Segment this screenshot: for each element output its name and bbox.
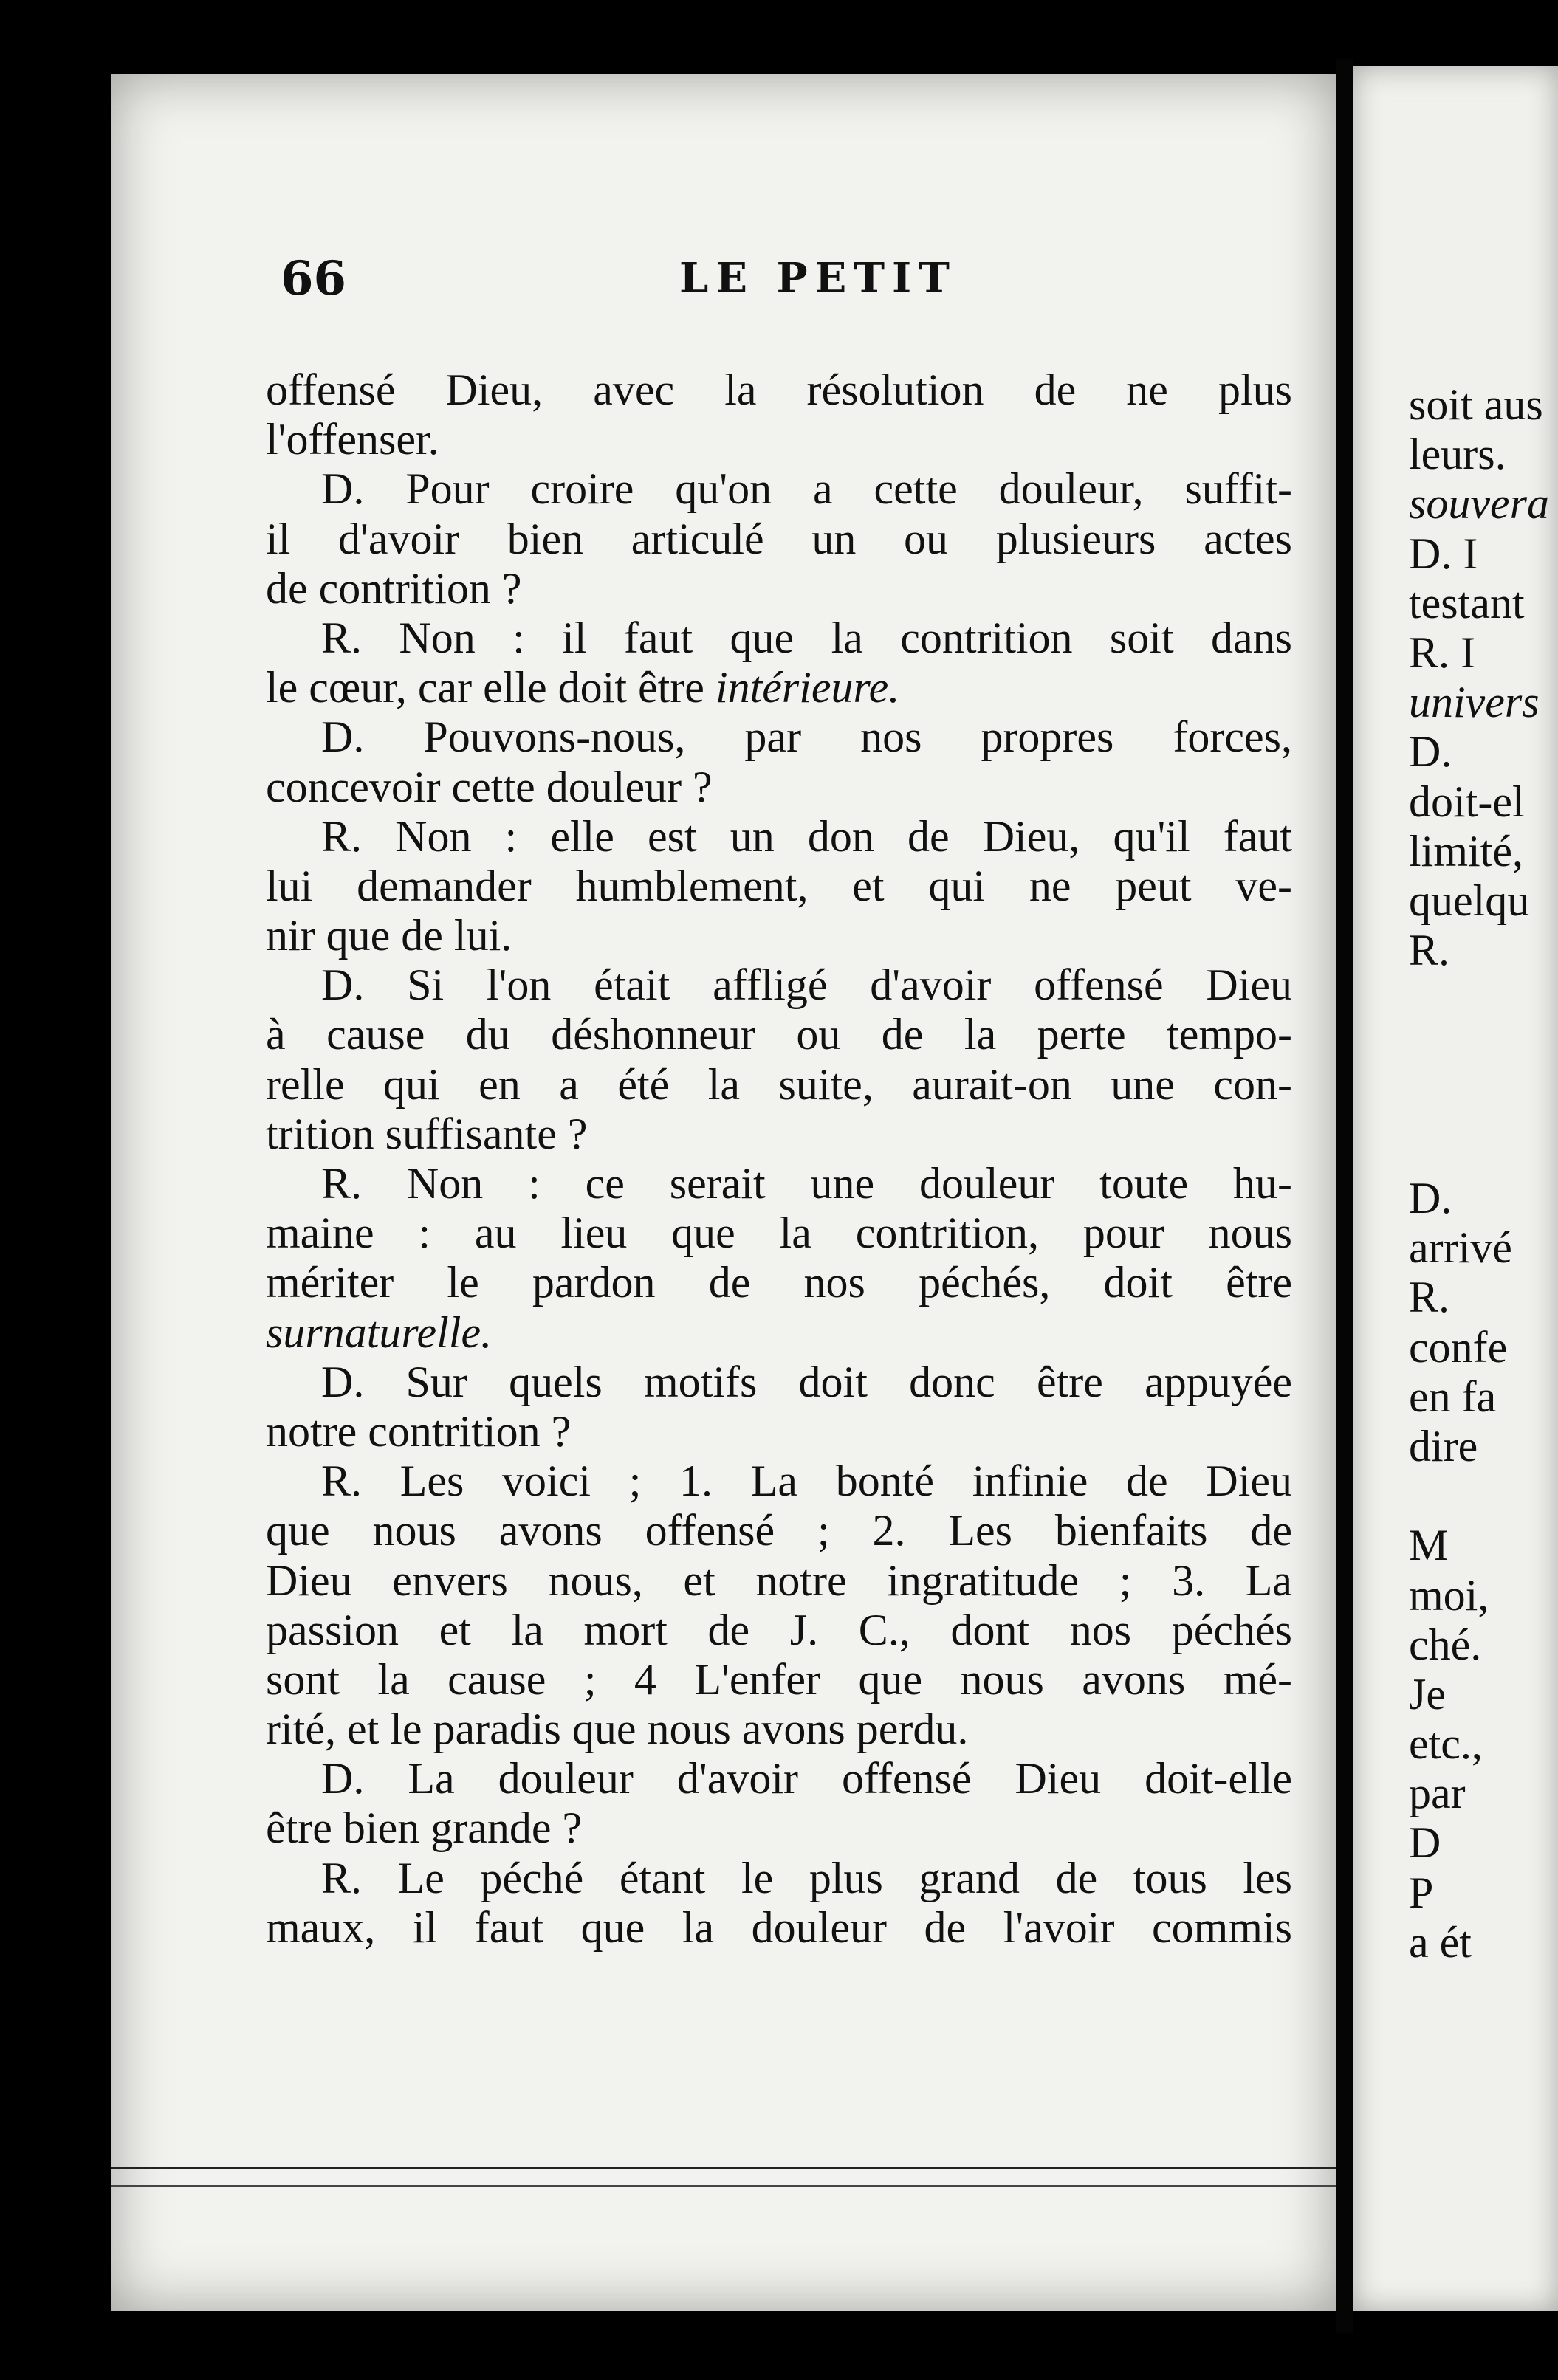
right-text-line-content: D. I xyxy=(1409,529,1478,578)
right-text-line xyxy=(1409,727,1558,777)
text-line-content: notre contrition ? xyxy=(266,1406,572,1456)
text-line xyxy=(266,1556,1292,1606)
right-text-line-content: testant xyxy=(1409,578,1525,627)
text-line-content: concevoir cette douleur ? xyxy=(266,762,713,811)
right-text-line xyxy=(1409,1769,1558,1818)
right-text-line-content: soit aus xyxy=(1409,380,1543,429)
right-text-line xyxy=(1409,579,1558,628)
right-text-line xyxy=(1409,876,1558,926)
text-line-content: R. Non : il faut que la contrition soit dans xyxy=(321,613,1292,662)
right-text-line xyxy=(1409,1273,1558,1322)
text-line xyxy=(266,365,1292,415)
right-italic-term: univers xyxy=(1409,678,1540,727)
text-line-content: maine : au lieu que la contrition, pour nous xyxy=(266,1208,1292,1258)
right-text-line-content: dire xyxy=(1409,1421,1478,1471)
text-line-content: sont la cause ; 4 L'enfer que nous avons mé- xyxy=(266,1654,1292,1704)
right-text-line xyxy=(1409,926,1558,975)
right-text-line xyxy=(1409,1223,1558,1273)
text-line-content: rité, et le paradis que nous avons perdu. xyxy=(266,1705,969,1754)
text-line-content: D. Pour croire qu'on a cette douleur, suffit- xyxy=(321,464,1292,514)
right-text-line xyxy=(1409,380,1558,430)
italic-term: surnaturelle. xyxy=(266,1307,493,1357)
text-line xyxy=(266,464,1292,514)
right-text-line-content: M xyxy=(1409,1521,1449,1570)
right-text-line-content: par xyxy=(1409,1769,1466,1818)
text-line-content: R. Non : ce serait une douleur toute hu- xyxy=(321,1159,1292,1208)
text-line-content: R. Le péché étant le plus grand de tous les xyxy=(321,1853,1292,1902)
text-line xyxy=(266,861,1292,911)
text-line-content: le cœur, car elle doit être xyxy=(266,663,715,712)
right-text-line xyxy=(1409,1471,1558,1521)
right-text-line xyxy=(1409,1025,1558,1074)
text-line xyxy=(266,1308,1292,1358)
right-text-line-content: en fa xyxy=(1409,1372,1497,1421)
text-line-content: relle qui en a été la suite, aurait-on une con- xyxy=(266,1059,1292,1109)
text-line xyxy=(266,712,1292,762)
text-line-content: passion et la mort de J. C., dont nos péchés xyxy=(266,1605,1292,1654)
text-line xyxy=(266,1407,1292,1456)
text-line xyxy=(266,663,1292,712)
text-line xyxy=(266,1655,1292,1705)
text-line-content: D. Pouvons-nous, par nos propres forces, xyxy=(321,712,1292,762)
text-line-content: que nous avons offensé ; 2. Les bienfaits de xyxy=(266,1506,1292,1555)
right-text-line xyxy=(1409,1521,1558,1570)
page-header xyxy=(281,251,1270,310)
bottom-rule-secondary xyxy=(111,2185,1336,2187)
text-line xyxy=(266,1208,1292,1258)
right-text-line-content: Je xyxy=(1409,1669,1446,1719)
right-text-line xyxy=(1409,1719,1558,1769)
right-text-line xyxy=(1409,678,1558,727)
right-italic-term: souvera xyxy=(1409,479,1549,529)
text-line-content: il d'avoir bien articulé un ou plusieurs actes xyxy=(266,514,1292,563)
main-text-block xyxy=(266,365,1292,1953)
right-text-line-content: a ét xyxy=(1409,1917,1472,1967)
text-line xyxy=(266,1258,1292,1307)
text-line xyxy=(266,1159,1292,1208)
text-line xyxy=(266,1854,1292,1903)
text-line-content: de contrition ? xyxy=(266,563,522,613)
right-text-line-content: R. xyxy=(1409,926,1450,975)
right-page-text xyxy=(1409,380,1558,1967)
text-line xyxy=(266,1358,1292,1407)
right-text-line-content: R. xyxy=(1409,1273,1450,1322)
text-line xyxy=(266,515,1292,564)
text-line-content: Dieu envers nous, et notre ingratitude ; 3. La xyxy=(266,1555,1292,1605)
right-text-line-content: P xyxy=(1409,1868,1434,1917)
right-text-line xyxy=(1409,1868,1558,1918)
text-line xyxy=(266,1606,1292,1655)
text-line xyxy=(266,613,1292,663)
right-text-line-content: D. xyxy=(1409,1174,1452,1222)
right-text-line xyxy=(1409,975,1558,1025)
text-line xyxy=(266,960,1292,1010)
text-line-content: R. Les voici ; 1. La bonté infinie de Dieu xyxy=(321,1456,1292,1506)
text-line xyxy=(266,763,1292,812)
text-line-content: R. Non : elle est un don de Dieu, qu'il faut xyxy=(321,811,1292,861)
right-text-line-content: etc., xyxy=(1409,1719,1483,1769)
right-text-line xyxy=(1409,1124,1558,1174)
right-text-line-content: arrivé xyxy=(1409,1223,1512,1273)
text-line-content: offensé Dieu, avec la résolution de ne plus xyxy=(266,365,1292,414)
text-line xyxy=(266,564,1292,613)
right-text-line xyxy=(1409,1670,1558,1719)
right-text-line xyxy=(1409,430,1558,479)
right-text-line xyxy=(1409,1422,1558,1471)
text-line xyxy=(266,1010,1292,1059)
text-line-content: être bien grande ? xyxy=(266,1803,583,1853)
right-text-line xyxy=(1409,479,1558,529)
text-line-content: à cause du déshonneur ou de la perte tempo- xyxy=(266,1010,1292,1059)
text-line-content: maux, il faut que la douleur de l'avoir commis xyxy=(266,1902,1292,1952)
right-text-line-content: limité, xyxy=(1409,826,1523,876)
text-line-content: l'offenser. xyxy=(266,415,439,464)
text-line xyxy=(266,1060,1292,1110)
right-text-line-content: R. I xyxy=(1409,627,1475,677)
right-text-line xyxy=(1409,1372,1558,1422)
right-text-line-content: doit-el xyxy=(1409,777,1525,826)
right-text-line xyxy=(1409,1075,1558,1124)
text-line xyxy=(266,812,1292,861)
text-line-content: lui demander humblement, et qui ne peut ve- xyxy=(266,861,1292,910)
right-text-line xyxy=(1409,529,1558,579)
page-number: 66 xyxy=(281,251,347,306)
right-text-line xyxy=(1409,1571,1558,1620)
right-text-line-content: confe xyxy=(1409,1322,1508,1372)
right-text-line xyxy=(1409,1818,1558,1868)
text-line xyxy=(266,1754,1292,1803)
right-text-line-content: moi, xyxy=(1409,1570,1489,1620)
italic-term: intérieure. xyxy=(715,663,900,712)
right-text-line xyxy=(1409,1918,1558,1967)
right-text-line-content: D. xyxy=(1409,727,1452,777)
text-line-content: D. La douleur d'avoir offensé Dieu doit-elle xyxy=(321,1754,1292,1803)
text-line xyxy=(266,911,1292,960)
right-text-line xyxy=(1409,1174,1558,1223)
right-text-line xyxy=(1409,827,1558,876)
text-line-content: D. Sur quels motifs doit donc être appuyée xyxy=(321,1357,1292,1406)
text-line xyxy=(266,1803,1292,1853)
right-text-line-content: leurs. xyxy=(1409,430,1506,479)
right-text-line xyxy=(1409,1620,1558,1670)
text-line xyxy=(266,1705,1292,1754)
text-line xyxy=(266,1456,1292,1506)
right-text-line-content: D xyxy=(1409,1818,1441,1868)
text-line xyxy=(266,415,1292,464)
text-line-content: nir que de lui. xyxy=(266,911,512,960)
running-title: LE PETIT xyxy=(679,254,957,303)
right-text-line xyxy=(1409,777,1558,827)
text-line-content: mériter le pardon de nos péchés, doit être xyxy=(266,1258,1292,1307)
book-gutter xyxy=(1336,59,1353,2333)
text-line xyxy=(266,1903,1292,1953)
right-text-line xyxy=(1409,628,1558,678)
right-text-line-content: ché. xyxy=(1409,1620,1482,1669)
right-text-line-content: quelqu xyxy=(1409,876,1530,925)
right-text-line xyxy=(1409,1323,1558,1372)
text-line-content: trition suffisante ? xyxy=(266,1109,588,1158)
bottom-rule xyxy=(111,2167,1336,2169)
text-line xyxy=(266,1506,1292,1555)
text-line-content: D. Si l'on était affligé d'avoir offensé Dieu xyxy=(321,960,1292,1010)
text-line xyxy=(266,1110,1292,1159)
